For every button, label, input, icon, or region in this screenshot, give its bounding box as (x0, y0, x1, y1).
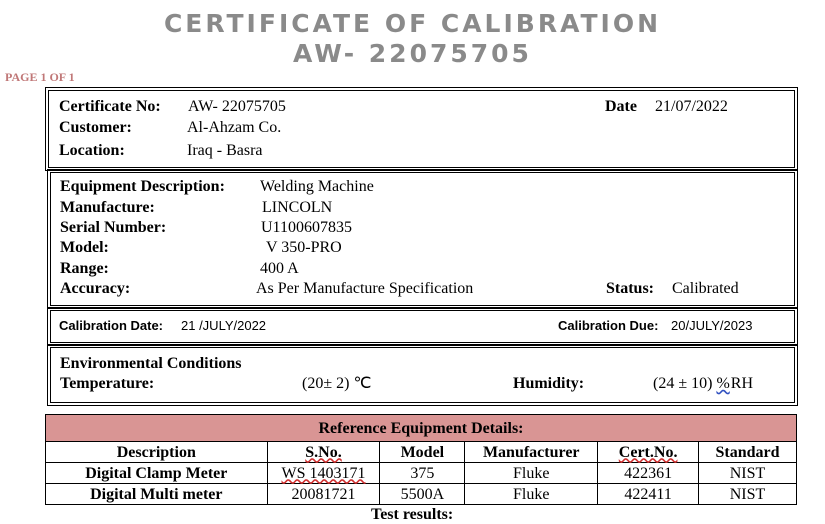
customer-value: Al-Ahzam Co. (187, 119, 282, 136)
status-value: Calibrated (672, 280, 739, 297)
page-indicator: PAGE 1 OF 1 (5, 70, 75, 84)
certificate-number-title: AW- 22075705 (293, 39, 532, 68)
manufacture-value: LINCOLN (262, 199, 333, 216)
equipment-description-label: Equipment Description: (60, 178, 225, 195)
calibration-date-value: 21 /JULY/2022 (181, 318, 267, 333)
table-row (46, 484, 797, 505)
test-results-heading: Test results: (371, 506, 454, 523)
column-header: S.No. (267, 442, 380, 463)
table-cell: WS 1403171 (267, 463, 380, 484)
table-cell: 5500A (380, 484, 465, 505)
serial-number-value: U1100607835 (261, 219, 352, 236)
cert-no-value: AW- 22075705 (188, 98, 286, 115)
customer-label: Customer: (59, 119, 132, 136)
table-cell: 422411 (598, 484, 699, 505)
certificate-title: CERTIFICATE OF CALIBRATION (163, 9, 662, 38)
range-label: Range: (60, 260, 109, 277)
table-row (46, 463, 797, 484)
cert-no-label: Certificate No: (59, 98, 161, 115)
accuracy-label: Accuracy: (60, 280, 131, 297)
column-header: Model (380, 442, 465, 463)
location-label: Location: (59, 142, 125, 159)
serial-number-label: Serial Number: (60, 219, 167, 236)
column-header: Description (46, 442, 268, 463)
reference-table-header (46, 442, 797, 463)
location-value: Iraq - Basra (187, 142, 263, 159)
model-label: Model: (60, 239, 109, 256)
table-cell: 375 (380, 463, 465, 484)
humidity-range: (24 ± 10) (653, 375, 713, 392)
temperature-label: Temperature: (60, 375, 155, 392)
column-header: Standard (699, 442, 797, 463)
manufacture-label: Manufacture: (60, 199, 155, 216)
range-value: 400 A (260, 260, 299, 277)
humidity-label: Humidity: (513, 375, 585, 392)
table-cell: 422361 (598, 463, 699, 484)
equipment-description-value: Welding Machine (260, 178, 374, 195)
humidity-percent: % (716, 375, 730, 392)
calibration-due-value: 20/JULY/2023 (671, 318, 753, 333)
table-cell: Digital Clamp Meter (46, 463, 268, 484)
date-value: 21/07/2022 (655, 98, 728, 115)
table-cell: NIST (699, 463, 797, 484)
table-cell: 20081721 (267, 484, 380, 505)
calibration-date-label: Calibration Date: (59, 318, 164, 333)
column-header: Cert.No. (598, 442, 699, 463)
table-cell: Fluke (465, 484, 598, 505)
table-cell: Fluke (465, 463, 598, 484)
environment-heading: Environmental Conditions (60, 355, 242, 372)
calibration-due-label: Calibration Due: (558, 318, 659, 333)
column-header: Manufacturer (465, 442, 598, 463)
reference-table-title: Reference Equipment Details: (46, 415, 797, 442)
date-label: Date (605, 98, 637, 115)
model-value: V 350-PRO (266, 239, 342, 256)
temperature-value: (20± 2) ℃ (302, 375, 372, 392)
table-cell: NIST (699, 484, 797, 505)
humidity-value (653, 375, 753, 393)
status-label: Status: (606, 280, 655, 297)
reference-equipment-table (45, 414, 797, 505)
humidity-unit: RH (730, 375, 753, 392)
table-cell: Digital Multi meter (46, 484, 268, 505)
accuracy-value: As Per Manufacture Specification (256, 280, 474, 297)
